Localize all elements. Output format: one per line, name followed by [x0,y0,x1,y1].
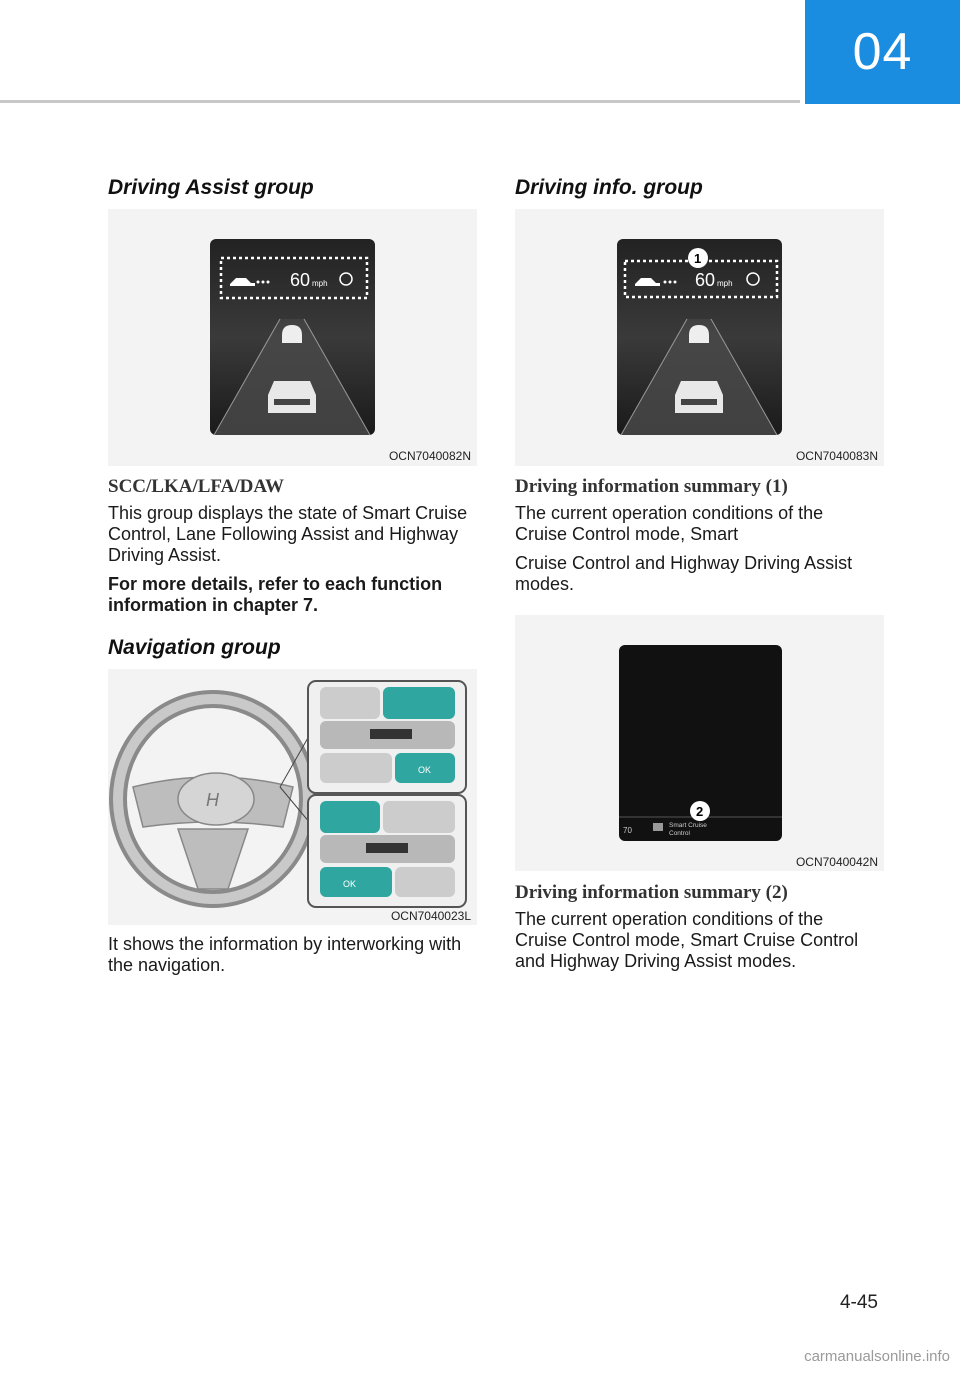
marker-1: 1 [694,251,702,266]
figure-code: OCN7040082N [388,449,471,463]
paragraph-summary-2: The current operation conditions of the Cruise Control mode, Smart Cruise Control and Highway Driving Assist modes. [515,909,859,971]
subsection-title-summary-1: Driving information summary (1) [515,476,788,497]
chapter-tab [805,0,960,104]
figure-steering-wheel [108,669,477,925]
cruise-label-line2: Control [669,830,690,837]
paragraph-scc-note: For more details, refer to each function information in chapter 7. [108,574,443,615]
speed-unit: mph [312,279,328,288]
svg-text:H: H [206,790,219,810]
subsection-title-scc: SCC/LKA/LFA/DAW [108,476,284,497]
cruise-speed: 70 [623,826,632,835]
steering-wheel-illustration [108,669,477,925]
cluster-illustration [515,615,884,871]
figure-code: OCN7040023L [390,909,471,923]
speed-unit: mph [717,279,733,288]
figure-driving-info-1 [515,209,884,466]
top-divider [0,100,800,103]
speed-value: 60 [290,270,311,290]
page-number: 4-45 [839,1292,878,1313]
watermark-text: carmanualsonline.info [804,1348,950,1365]
ok-label-lower: OK [343,879,357,889]
paragraph-summary-1b: Cruise Control and Highway Driving Assist modes. [515,553,853,594]
ok-label-upper: OK [418,765,432,775]
chapter-number: 04 [852,23,913,81]
subsection-title-summary-2: Driving information summary (2) [515,882,788,903]
figure-driving-info-2 [515,615,884,871]
paragraph-navigation: It shows the information by interworking with the navigation. [108,934,462,975]
figure-code: OCN7040042N [795,855,878,869]
watermark [0,1348,960,1374]
figure-code: OCN7040083N [795,449,878,463]
figure-driving-assist [108,209,477,466]
speed-value: 60 [695,270,716,290]
section-title-driving-info: Driving info. group [515,176,703,199]
marker-2: 2 [696,804,704,819]
cluster-illustration [108,209,477,466]
section-title-navigation: Navigation group [108,636,281,659]
cruise-label-line1: Smart Cruise [669,822,707,829]
paragraph-scc: This group displays the state of Smart Cruise Control, Lane Following Assist and Highway Driving Assist. [108,503,468,565]
section-title-driving-assist: Driving Assist group [108,176,314,199]
cluster-illustration [515,209,884,466]
paragraph-summary-1a: The current operation conditions of the Cruise Control mode, Smart [515,503,824,544]
